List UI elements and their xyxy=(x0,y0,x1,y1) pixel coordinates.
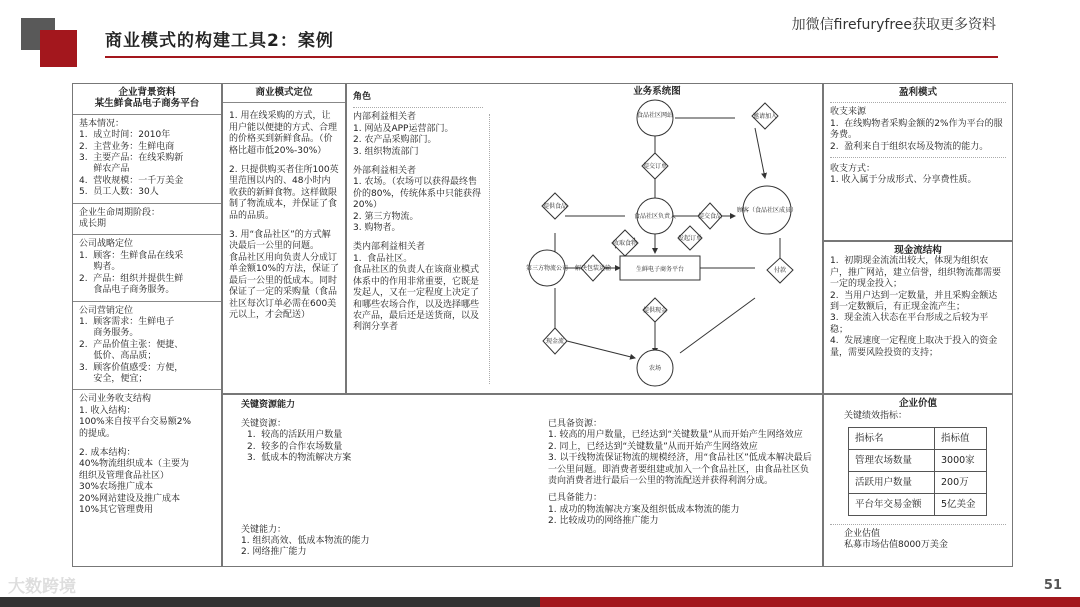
kpi-row xyxy=(849,471,987,493)
label-platform: 生鲜电子商务平台 xyxy=(635,266,685,273)
strategy-line: 食品电子商务服务。 xyxy=(79,285,175,296)
basic-line: 基本情况： xyxy=(79,118,125,129)
key-resources-panel xyxy=(222,394,823,567)
profit-model-panel xyxy=(823,83,1013,241)
cost-line: 40%物流组织成本（主要为 xyxy=(79,459,190,470)
kpi-row xyxy=(849,449,987,471)
roles-section xyxy=(353,92,483,334)
source-heading: 收支来源 xyxy=(830,107,867,118)
method-heading: 收支方式： xyxy=(830,164,876,175)
footer-bar-dark xyxy=(0,597,540,607)
have-resource-line: 3. 以干线物流保证物流的规模经济，用“食品社区”低成本解决最后一公里问题。即消费者要组建或加入一个食品社区，由食品社区负责向消费者进行最后一公里的物流配送并获得利润分成。 xyxy=(548,453,812,487)
capabilities-heading: 关键能力： xyxy=(241,524,287,535)
label-cash-b: 现金流 xyxy=(545,338,565,345)
have-resource-line: 2. 同上，已经达到“关键数量”从而开始产生网络效应 xyxy=(548,441,758,452)
label-farm: 农场 xyxy=(648,365,662,372)
revenue-structure xyxy=(79,394,215,440)
have-capability-line: 1. 成功的物流解决方案及组织低成本物流的能力 xyxy=(548,504,740,515)
divider xyxy=(73,203,221,204)
cost-structure xyxy=(79,448,215,516)
basic-line: 5. 员工人数：30人 xyxy=(79,187,159,198)
label-cash-a: 提供现金 xyxy=(642,307,668,314)
divider xyxy=(73,301,221,302)
cost-line: 30%农场推广成本 xyxy=(79,482,154,493)
basic-line: 1. 成立时间：2010年 xyxy=(79,130,171,141)
label-submit: 提交订单 xyxy=(642,163,668,170)
business-system-diagram xyxy=(495,98,821,390)
divider xyxy=(73,114,221,115)
capabilities-list xyxy=(241,536,541,559)
cashflow-panel xyxy=(823,241,1013,394)
marketing-line: 低价、高品质； xyxy=(79,351,157,362)
inner-line: 1. 网站及APP运营部门。 xyxy=(353,123,454,134)
kpi-cell: 3000家 xyxy=(935,449,987,471)
valuation-heading: 企业估值 xyxy=(844,528,881,539)
label-collect: 收取食物 xyxy=(612,240,638,247)
inner-line: 内部利益相关者 xyxy=(353,112,417,123)
key-resources-right xyxy=(548,419,816,528)
panel-title: 现金流结构 xyxy=(894,245,942,256)
basic-line: 3. 主要产品：在线采购新 xyxy=(79,153,184,164)
label-customer: 顾客（食品社区成员） xyxy=(736,207,798,214)
outer-line: 外部利益相关者 xyxy=(353,166,417,177)
cash-line: 1. 初期现金流流出较大，体现为组织农户，推广网站，建立信誉，组织物流都需要一定的现金投入； xyxy=(830,256,1002,290)
quasi-line: 1. 食品社区。 xyxy=(353,253,413,264)
source-line: 1. 在线购物者采购金额的2%作为平台的服务费。 xyxy=(830,118,1003,141)
resource-line: 2. 较多的合作农场数量 xyxy=(247,441,343,452)
profit-sources xyxy=(830,119,1006,153)
promo-text: 加微信firefuryfree获取更多资料 xyxy=(791,17,996,33)
strategy-line: 公司战略定位 xyxy=(79,239,134,250)
lifecycle-line: 企业生命周期阶段： xyxy=(79,207,161,218)
external-stakeholders xyxy=(353,166,483,234)
kpi-table xyxy=(848,427,987,516)
marketing-line: 2. 产品价值主张：便捷、 xyxy=(79,339,184,350)
cost-line: 10%其它管理费用 xyxy=(79,505,154,515)
capability-line: 2. 网络推广能力 xyxy=(241,547,307,558)
profit-methods xyxy=(830,175,1006,186)
cost-line: 20%网站建设及推广成本 xyxy=(79,493,181,504)
have-resources-heading: 已具备资源： xyxy=(548,419,603,429)
source-line: 2. 盈利来自于组织农场及物流的能力。 xyxy=(830,141,989,152)
decor-square-red xyxy=(40,30,77,67)
key-resources-left xyxy=(241,419,541,559)
have-resources-list xyxy=(548,430,816,487)
quasi-line: 食品社区的负责人在该商业模式体系中的作用非常重要，它既是发起人，又在一定程度上决定了和哪些农场合作，以及选择哪些农产品，最后还是送货商，以及利润分享者 xyxy=(353,265,480,333)
watermark-logo: 大数跨境 xyxy=(8,577,76,597)
lifecycle-line: 成长期 xyxy=(79,219,107,230)
marketing-line: 3. 顾客价值感受：方便， xyxy=(79,362,184,373)
have-capabilities-list xyxy=(548,505,816,528)
resource-line: 3. 低成本的物流解决方案 xyxy=(247,453,352,464)
marketing-info xyxy=(79,306,215,386)
marketing-line: 公司营销定位 xyxy=(79,305,134,316)
label-invite: 邀请加入 xyxy=(752,113,778,120)
revenue-line: 的提成。 xyxy=(79,428,116,439)
divider xyxy=(73,234,221,235)
cash-line: 3. 现金流入状态在平台形成之后较为平稳； xyxy=(830,313,989,335)
cash-line: 2. 当用户达到一定数量，并且采购金额达到一定数额后，有正现金流产生； xyxy=(830,290,998,313)
method-line: 1. 收入属于分成形式、分享费性质。 xyxy=(830,175,977,186)
inner-line: 2. 农产品采购部门。 xyxy=(353,135,437,146)
label-community-lead: 食品社区负责人 xyxy=(633,213,677,220)
revenue-line: 100%来自按平台交易额2% xyxy=(79,417,192,428)
page-title: 商业模式的构建工具2：案例 xyxy=(105,31,334,51)
marketing-line: 商务服务。 xyxy=(79,328,139,339)
model-point-1: 1. 用在线采购的方式，让用户能以便捷的方式、合理的价格买到新鲜食品。（价格比超市低20%-30%） xyxy=(229,111,338,156)
kpi-cell: 平台年交易金额 xyxy=(849,493,935,515)
outer-line: 3. 购物者。 xyxy=(353,223,401,234)
divider xyxy=(223,102,345,103)
kpi-row xyxy=(849,493,987,515)
revenue-line: 1. 收入结构： xyxy=(79,405,136,416)
quasi-internal-stakeholders xyxy=(353,242,483,333)
page-number: 51 xyxy=(1043,578,1062,593)
panel-title: 盈利模式 xyxy=(898,87,937,98)
divider xyxy=(73,389,221,390)
cost-line: 2. 成本结构： xyxy=(79,447,136,458)
panel-title: 关键资源能力 xyxy=(241,400,296,410)
cost-line: 组织及管理食品社区） xyxy=(79,470,170,481)
strategy-line: 2. 产品：组织并提供生鲜 xyxy=(79,273,184,284)
internal-stakeholders xyxy=(353,112,483,158)
label-order: 发起订单 xyxy=(677,235,703,242)
business-model-panel xyxy=(222,83,346,394)
model-point-4: 食品社区用向负责人分成订单金额10%的方法，保证了最后一公里的低成本。同时保证了一定的采购量（食品社区每次订单必需在600美元以上，才会配送） xyxy=(229,252,340,320)
label-request: 提供食品 xyxy=(542,203,568,210)
marketing-line: 安全，便宜； xyxy=(79,373,148,384)
label-website: 食品社区网站 xyxy=(636,112,674,119)
cash-line: 4. 发展速度一定程度上取决于投入的资金量，需要风险投资的支持； xyxy=(830,336,998,358)
roles-and-system-panel xyxy=(346,83,823,394)
valuation-value: 私募市场估值8000万美金 xyxy=(844,540,948,551)
strategy-line: 1. 顾客：生鲜食品在线采 xyxy=(79,250,184,261)
outer-line: 1. 农场。（农场可以获得最终售价的80%，传统体系中只能获得20%） xyxy=(353,177,482,211)
enterprise-value-panel xyxy=(823,394,1013,567)
roles-title: 角色 xyxy=(353,92,372,102)
kpi-cell: 5亿美金 xyxy=(935,493,987,515)
basic-info xyxy=(79,119,215,199)
label-logistics: 第三方物流公司 xyxy=(525,265,569,272)
kpi-row xyxy=(849,427,987,449)
quasi-line: 类内部利益相关者 xyxy=(353,242,426,253)
panel-title: 企业背景资料 xyxy=(118,87,176,98)
have-capabilities-heading: 已具备能力： xyxy=(548,493,603,504)
have-capability-line: 2. 比较成功的网络推广能力 xyxy=(548,516,659,527)
kpi-heading: 关键绩效指标： xyxy=(844,411,908,422)
company-background-panel xyxy=(72,83,222,567)
model-point-3: 3. 用“食品社区”的方式解决最后一公里的问题。 xyxy=(229,230,331,252)
basic-line: 鲜农产品 xyxy=(79,164,130,175)
have-resource-line: 1. 较高的用户数量，已经达到“关键数量”从而开始产生网络效应 xyxy=(548,430,803,441)
outer-line: 2. 第三方物流。 xyxy=(353,211,419,222)
panel-title: 商业模式定位 xyxy=(255,87,313,98)
panel-title: 企业价值 xyxy=(898,398,937,409)
kpi-cell: 活跃用户数量 xyxy=(849,471,935,493)
resources-heading: 关键资源： xyxy=(241,419,287,429)
strategy-info xyxy=(79,239,215,296)
panel-subtitle: 某生鲜食品电子商务平台 xyxy=(94,98,200,110)
model-point-2: 2. 只提供购买者住所100英里范围以内的、48小时内收获的新鲜食物。这样做限制了物流成本，并保证了食品的品质。 xyxy=(229,165,339,221)
kpi-cell: 指标值 xyxy=(935,427,987,449)
kpi-cell: 200万 xyxy=(935,471,987,493)
label-pay: 付款 xyxy=(773,267,787,274)
lifecycle-info xyxy=(79,208,215,231)
label-equip: 解决包装运输 xyxy=(574,265,612,272)
diagram-title: 业务系统图 xyxy=(633,86,681,97)
kpi-cell: 管理农场数量 xyxy=(849,449,935,471)
resource-line: 1. 较高的活跃用户数量 xyxy=(247,430,343,441)
basic-line: 2. 主营业务：生鲜电商 xyxy=(79,141,175,152)
title-divider xyxy=(105,56,998,58)
strategy-line: 购者。 xyxy=(79,262,121,273)
resources-list xyxy=(241,430,541,464)
label-fee: 提交食品 xyxy=(697,213,723,220)
inner-line: 3. 组织物流部门 xyxy=(353,146,419,157)
capability-line: 1. 组织高效、低成本物流的能力 xyxy=(241,536,370,547)
cashflow-items xyxy=(830,256,1006,359)
kpi-cell: 指标名 xyxy=(849,427,935,449)
basic-line: 4. 营收规模：一千万美金 xyxy=(79,175,184,186)
marketing-line: 1. 顾客需求：生鲜电子 xyxy=(79,316,175,327)
revenue-line: 公司业务收支结构 xyxy=(79,394,152,405)
